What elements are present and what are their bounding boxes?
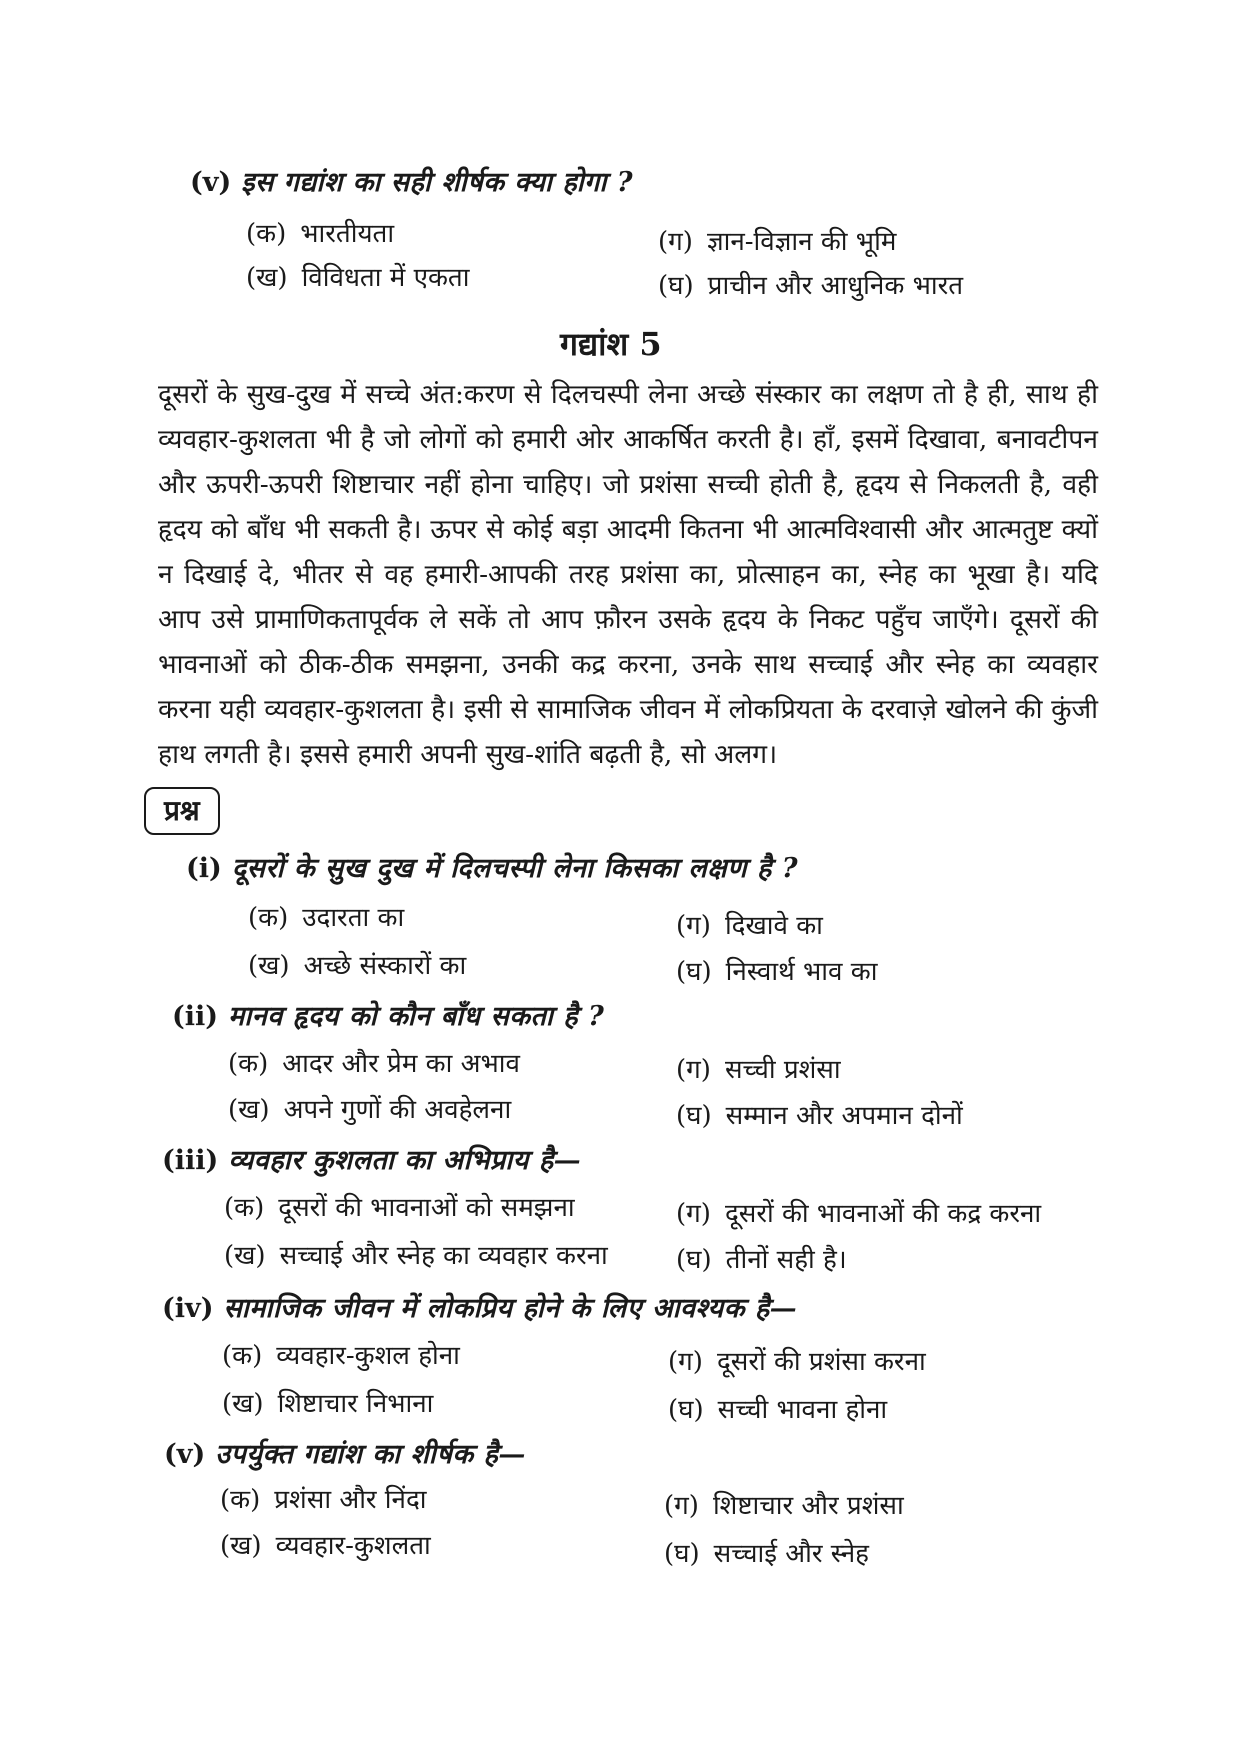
q1-option-gha: (घ) निस्वार्थ भाव का <box>676 957 878 987</box>
q2-option-ka: (क) आदर और प्रेम का अभाव <box>228 1049 520 1079</box>
question-number: (iii) <box>162 1145 219 1176</box>
question-text: सामाजिक जीवन में लोकप्रिय होने के लिए आवश्यक है— <box>223 1293 798 1324</box>
question-text: उपर्युक्त गद्यांश का शीर्षक है— <box>215 1439 526 1470</box>
q3-option-ka: (क) दूसरों की भावनाओं को समझना <box>224 1193 575 1223</box>
q2-option-kha: (ख) अपने गुणों की अवहेलना <box>228 1095 512 1125</box>
question-text: इस गद्यांश का सही शीर्षक क्या होगा ? <box>241 167 634 198</box>
q3-option-gha: (घ) तीनों सही है। <box>676 1245 847 1275</box>
question-4 <box>162 1292 797 1326</box>
question-3 <box>162 1144 581 1178</box>
question-text: मानव हृदय को कौन बाँध सकता है ? <box>228 1001 605 1032</box>
question-1 <box>186 852 798 886</box>
question-text: व्यवहार कुशलता का अभिप्राय है— <box>228 1145 582 1176</box>
q2-option-gha: (घ) सम्मान और अपमान दोनों <box>676 1101 963 1131</box>
question-number: (iv) <box>162 1293 214 1324</box>
q4-option-ga: (ग) दूसरों की प्रशंसा करना <box>668 1347 926 1377</box>
q4-option-gha: (घ) सच्ची भावना होना <box>668 1395 888 1425</box>
prev-option-gha: (घ) प्राचीन और आधुनिक भारत <box>658 271 964 301</box>
questions-label-box: प्रश्न <box>144 787 220 835</box>
question-number: (v) <box>190 167 232 198</box>
prev-option-ka: (क) भारतीयता <box>246 219 395 249</box>
question-number: (i) <box>186 853 222 884</box>
question-number: (ii) <box>172 1001 219 1032</box>
q5-option-ga: (ग) शिष्टाचार और प्रशंसा <box>664 1491 904 1521</box>
q3-option-ga: (ग) दूसरों की भावनाओं की कद्र करना <box>676 1199 1042 1229</box>
q5-option-ka: (क) प्रशंसा और निंदा <box>220 1485 427 1515</box>
q3-option-kha: (ख) सच्चाई और स्नेह का व्यवहार करना <box>224 1241 608 1271</box>
q5-option-gha: (घ) सच्चाई और स्नेह <box>664 1539 869 1569</box>
q4-option-kha: (ख) शिष्टाचार निभाना <box>222 1389 434 1419</box>
q1-option-ga: (ग) दिखावे का <box>676 911 823 941</box>
question-text: दूसरों के सुख दुख में दिलचस्पी लेना किसका लक्षण है ? <box>231 853 799 884</box>
q2-option-ga: (ग) सच्ची प्रशंसा <box>676 1055 841 1085</box>
prev-option-ga: (ग) ज्ञान-विज्ञान की भूमि <box>658 227 897 257</box>
passage-text: दूसरों के सुख-दुख में सच्चे अंत:करण से दिलचस्पी लेना अच्छे संस्कार का लक्षण तो है ही, साथ ही व्यवहार-कुशलता भी है जो लोगों को हमारी ओर आकर्षित करती है। हाँ, इसमें दिखावा, बनावटीपन और ऊपरी-ऊपरी शिष्टाचार नहीं होना चाहिए। जो प्रशंसा सच्ची होती है, हृदय से निकलती है, वही हृदय को बाँध भी सकती है। ऊपर से कोई बड़ा आदमी कितना भी आत्मविश्वासी और आत्मतुष्ट क्यों न दिखाई दे, भीतर से वह हमारी-आपकी तरह प्रशंसा का, प्रोत्साहन का, स्नेह का भूखा है। यदि आप उसे प्रामाणिकतापूर्वक ले सकें तो आप फ़ौरन उसके हृदय के निकट पहुँच जाएँगे। दूसरों की भावनाओं को ठीक-ठीक समझना, उनकी कद्र करना, उनके साथ सच्चाई और स्नेह का व्यवहार करना यही व्यवहार-कुशलता है। इसी से सामाजिक जीवन में लोकप्रियता के दरवाज़े खोलने की कुंजी हाथ लगती है। इससे हमारी अपनी सुख-शांति बढ़ती है, सो अलग। <box>158 379 1098 770</box>
prev-option-kha: (ख) विविधता में एकता <box>246 263 470 293</box>
question-5 <box>164 1438 526 1472</box>
q5-option-kha: (ख) व्यवहार-कुशलता <box>220 1531 431 1561</box>
question-number: (v) <box>164 1439 206 1470</box>
q1-option-kha: (ख) अच्छे संस्कारों का <box>248 951 467 981</box>
q1-option-ka: (क) उदारता का <box>248 903 405 933</box>
prev-question-5 <box>190 166 633 200</box>
q4-option-ka: (क) व्यवहार-कुशल होना <box>222 1341 460 1371</box>
question-2 <box>172 1000 604 1034</box>
passage-heading: गद्यांश 5 <box>560 325 662 363</box>
